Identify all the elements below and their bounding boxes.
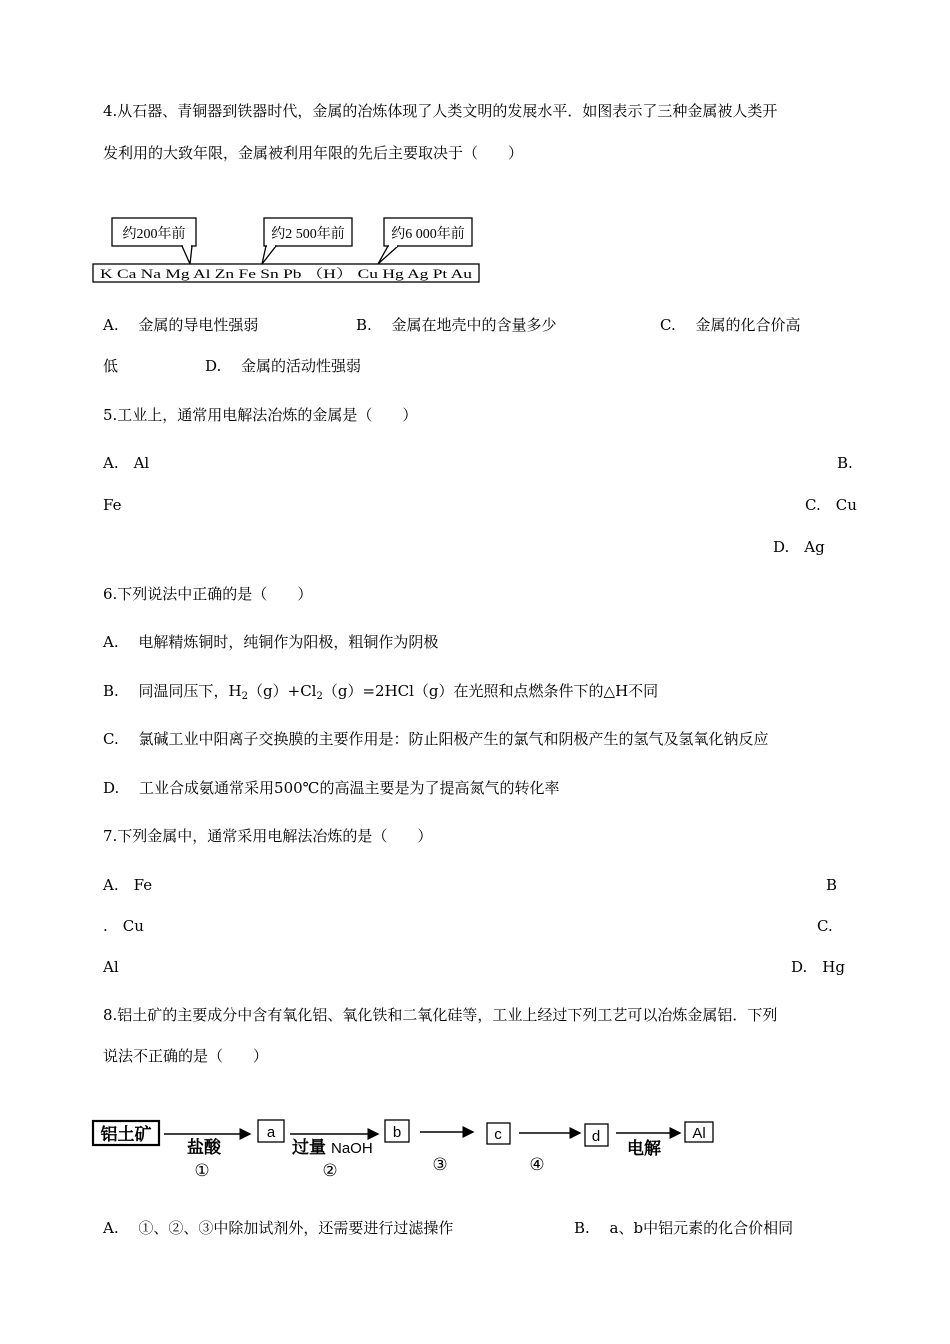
q6-option-c: C. 氯碱工业中阳离子交换膜的主要作用是：防止阳极产生的氯气和阴极产生的氢气及氢氧化钠反应	[103, 730, 769, 748]
q7-option-d: D. Hg	[791, 958, 845, 976]
q5-option-b-label: B.	[837, 454, 853, 472]
flow-label-start: 铝土矿	[100, 1125, 152, 1144]
flow-step-4: ④	[529, 1155, 545, 1174]
activity-series-text: K Ca Na Mg Al Zn Fe Sn Pb （H） Cu Hg Ag Pt Au	[100, 266, 473, 281]
q5-option-b-text: Fe	[103, 496, 122, 514]
flow-reagent-5: 电解	[627, 1139, 661, 1158]
q7-option-b-text: . Cu	[103, 917, 144, 935]
q4-stem-line1: 4.从石器、青铜器到铁器时代，金属的冶炼体现了人类文明的发展水平．如图表示了三种金属被人类开	[103, 102, 778, 120]
flow-label-c: c	[494, 1126, 502, 1143]
q8-stem-line2: 说法不正确的是（ ）	[103, 1047, 269, 1065]
callout-label-2: 约2 500年前	[271, 227, 345, 242]
q5-stem: 5.工业上，通常用电解法冶炼的金属是（ ）	[103, 406, 418, 424]
callout-pointer-3	[378, 246, 398, 264]
q4-option-c: C. 金属的化合价高	[660, 316, 801, 334]
q8-stem-line1: 8.铝土矿的主要成分中含有氧化铝、氧化铁和二氧化硅等，工业上经过下列工艺可以冶炼金属铝．下列	[103, 1006, 778, 1024]
flow-reagent-2-formula: NaOH	[331, 1140, 373, 1157]
q4-option-b: B. 金属在地壳中的含量多少	[356, 316, 557, 334]
q6-option-a: A. 电解精炼铜时，纯铜作为阳极，粗铜作为阴极	[103, 633, 439, 651]
metal-activity-figure	[90, 212, 490, 288]
flow-step-2: ②	[322, 1161, 338, 1180]
q5-option-a: A. Al	[103, 454, 150, 472]
q6-stem: 6.下列说法中正确的是（ ）	[103, 585, 313, 603]
flow-reagent-1: 盐酸	[187, 1138, 221, 1157]
q6-option-b: B. 同温同压下，$H_2(g)+Cl_2(g)=2HCl(g)$在光照和点燃条件下的△H不同	[103, 682, 659, 702]
q7-option-c-text: Al	[103, 958, 119, 976]
flow-label-a: a	[266, 1124, 276, 1141]
callout-label-3: 约6 000年前	[391, 227, 465, 242]
flow-label-end: Al	[692, 1125, 706, 1142]
q8-option-a: A. ①、②、③中除加试剂外，还需要进行过滤操作	[103, 1219, 454, 1237]
flow-step-1: ①	[194, 1161, 210, 1180]
flow-label-d: d	[591, 1128, 601, 1145]
q4-option-a: A. 金属的导电性强弱	[103, 316, 259, 334]
flow-reagent-2-pre: 过量	[292, 1138, 326, 1157]
flow-step-3: ③	[432, 1155, 448, 1174]
flow-label-b: b	[392, 1124, 402, 1141]
q5-option-c: C. Cu	[805, 496, 857, 514]
q7-stem: 7.下列金属中，通常采用电解法冶炼的是（ ）	[103, 827, 433, 845]
q4-stem-line2: 发利用的大致年限，金属被利用年限的先后主要取决于（ ）	[103, 144, 524, 162]
q4-option-c-continued: 低	[103, 357, 119, 375]
q4-option-d: D. 金属的活动性强弱	[205, 357, 362, 375]
q8-option-b: B. a、b中铝元素的化合价相同	[574, 1219, 794, 1237]
aluminum-process-flowchart	[88, 1112, 728, 1188]
q5-option-d: D. Ag	[773, 538, 825, 556]
q7-option-a: A. Fe	[103, 876, 153, 894]
q6-option-d: D. 工业合成氨通常采用500℃的高温主要是为了提高氮气的转化率	[103, 779, 560, 797]
callout-pointer-1	[182, 246, 192, 264]
q7-option-b-label: B	[826, 876, 838, 894]
q7-option-c-label: C.	[817, 917, 833, 935]
callout-label-1: 约200年前	[122, 227, 186, 242]
callout-pointer-2	[262, 246, 276, 264]
